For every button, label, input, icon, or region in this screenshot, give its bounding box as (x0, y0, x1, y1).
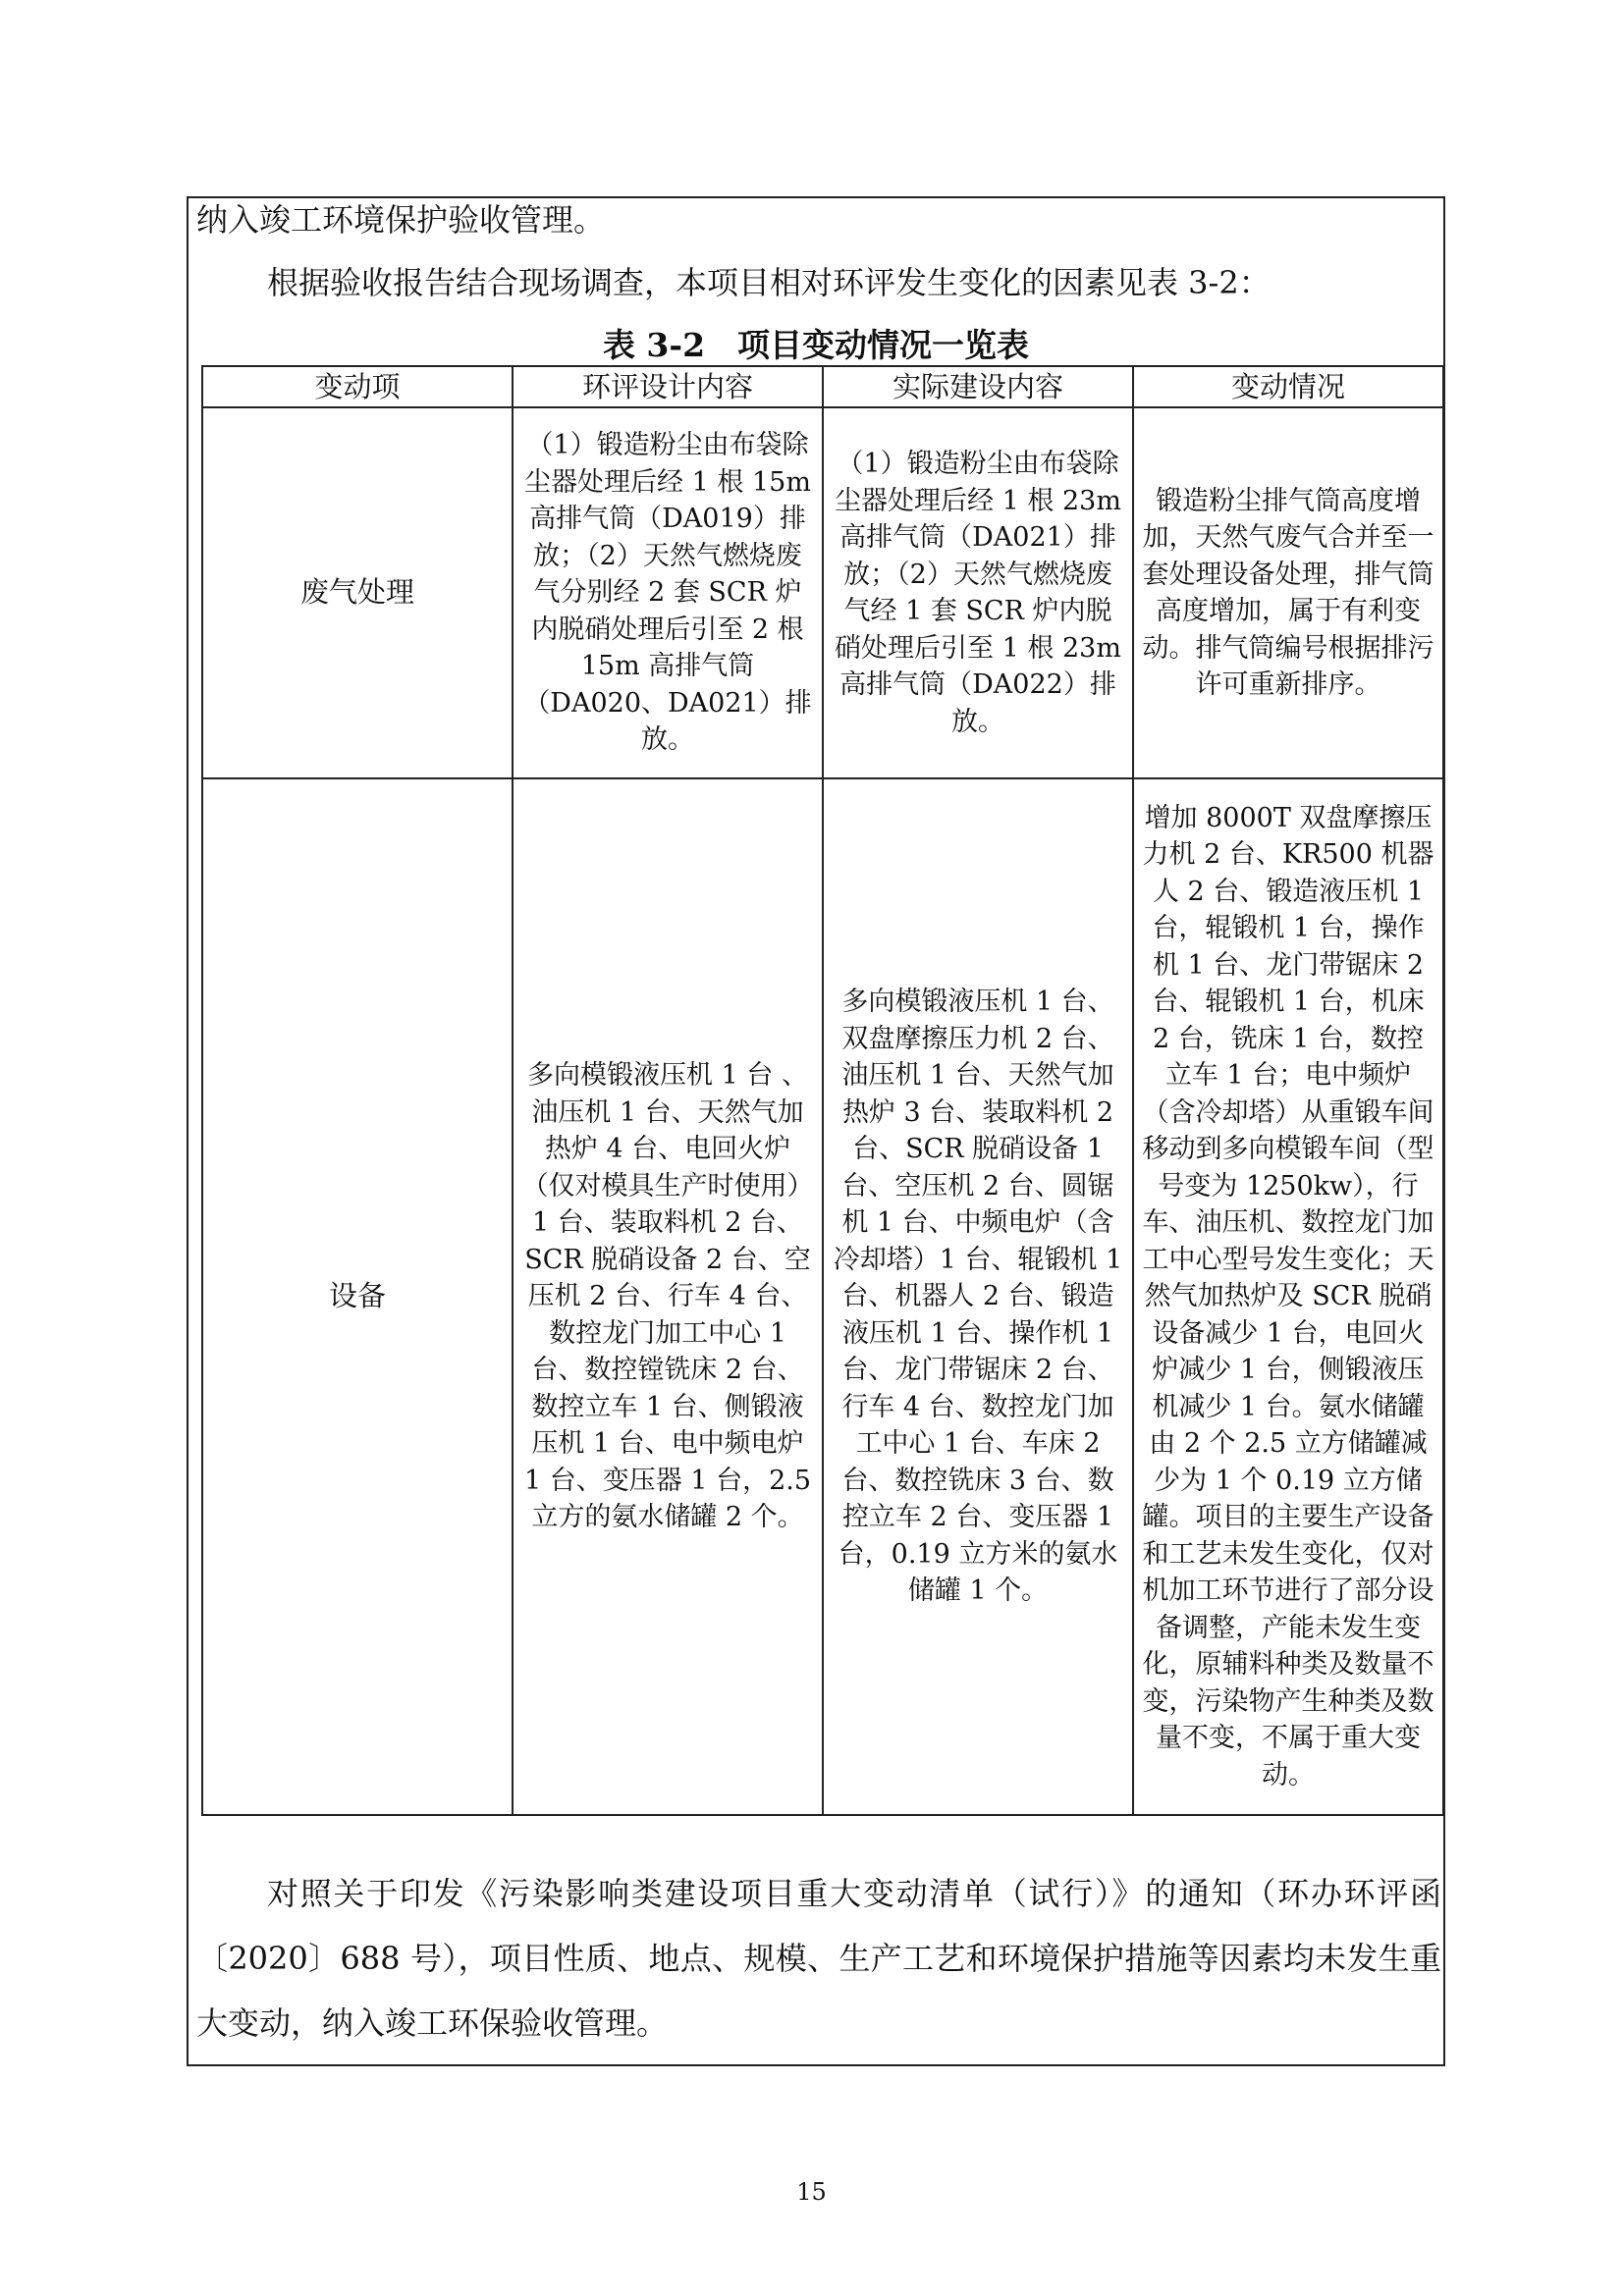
intro-line-2: 根据验收报告结合现场调查，本项目相对环评发生变化的因素见表 3-2： (267, 264, 1271, 301)
table-header-row (202, 366, 1443, 407)
row-design-text: （1）锻造粉尘由布袋除尘器处理后经 1 根 15m 高排气筒（DA019）排放；（2）天然气燃烧废气分别经 2 套 SCR 炉内脱硝处理后引至 2 根 15m 高排气筒（DA020、DA021）排放。 (523, 430, 812, 756)
table-row (202, 407, 1443, 778)
changes-table (201, 365, 1444, 1816)
row-change-text: 锻造粉尘排气筒高度增加，天然气废气合并至一套处理设备处理，排气筒高度增加，属于有利变动。排气筒编号根据排污许可重新排序。 (1142, 485, 1434, 700)
header-change-item: 变动项 (202, 366, 513, 407)
row-item: 废气处理 (202, 407, 513, 778)
row-actual-text: 多向模锻液压机 1 台、双盘摩擦压力机 2 台、油压机 1 台、天然气加热炉 3 台、装取料机 2 台、SCR 脱硝设备 1 台、空压机 2 台、圆锯机 1 台、中频电炉（含冷却塔）1 台、辊锻机 1 台、机器人 2 台、锻造液压机 1 台、操作机 1 台、龙门带锯床 2 台、行车 4 台、数控龙门加工中心 1 台、车床 2 台、数控铣床 3 台、数控立车 2 台、变压器 1 台，0.19 立方米的氨水储罐 1 个。 (833, 987, 1123, 1607)
table-row (202, 778, 1443, 1815)
row-actual (823, 778, 1133, 1815)
row-design (513, 778, 823, 1815)
intro-line-1: 纳入竣工环境保护验收管理。 (196, 201, 606, 239)
row-change (1133, 778, 1443, 1815)
header-change-status: 变动情况 (1133, 366, 1443, 407)
header-design-content: 环评设计内容 (513, 366, 823, 407)
row-actual (823, 407, 1133, 778)
row-item: 设备 (202, 778, 513, 1815)
row-design (513, 407, 823, 778)
closing-paragraph: 对照关于印发《污染影响类建设项目重大变动清单（试行）》的通知（环办环评函〔2020〕688 号），项目性质、地点、规模、生产工艺和环境保护措施等因素均未发生重大变动，纳入竣工环保验收管理。 (196, 1875, 1441, 2042)
row-design-text: 多向模锻液压机 1 台 、油压机 1 台、天然气加热炉 4 台、电回火炉（仅对模具生产时使用）1 台、装取料机 2 台、SCR 脱硝设备 2 台、空压机 2 台、行车 4 台、数控龙门加工中心 1 台、数控镗铣床 2 台、数控立车 1 台、侧锻液压机 1 台、电中频电炉 1 台、变压器 1 台，2.5 立方的氨水储罐 2 个。 (521, 1060, 814, 1533)
page-number: 15 (796, 2178, 827, 2206)
table-title: 表 3-2 项目变动情况一览表 (602, 326, 1030, 364)
header-actual-content: 实际建设内容 (823, 366, 1133, 407)
row-change (1133, 407, 1443, 778)
row-change-text: 增加 8000T 双盘摩擦压力机 2 台、KR500 机器人 2 台、锻造液压机 1 台，辊锻机 1 台，操作机 1 台、龙门带锯床 2 台、辊锻机 1 台，机床 2 台，铣床 1 台，数控立车 1 台；电中频炉（含冷却塔）从重锻车间移动到多向模锻车间（型号变为 1250kw），行车、油压机、数控龙门加工中心型号发生变化；天然气加热炉及 SCR 脱硝设备减少 1 台，电回火炉减少 1 台，侧锻液压机减少 1 台。氨水储罐由 2 个 2.5 立方储罐减少为 1 个 0.19 立方储罐。项目的主要生产设备和工艺未发生变化，仅对机加工环节进行了部分设备调整，产能未发生变化，原辅料种类及数量不变，污染物产生种类及数量不变，不属于重大变动。 (1142, 802, 1434, 1790)
row-actual-text: （1）锻造粉尘由布袋除尘器处理后经 1 根 23m 高排气筒（DA021）排放；（2）天然气燃烧废气经 1 套 SCR 炉内脱硝处理后引至 1 根 23m 高排气筒（DA022）排放。 (835, 449, 1121, 737)
